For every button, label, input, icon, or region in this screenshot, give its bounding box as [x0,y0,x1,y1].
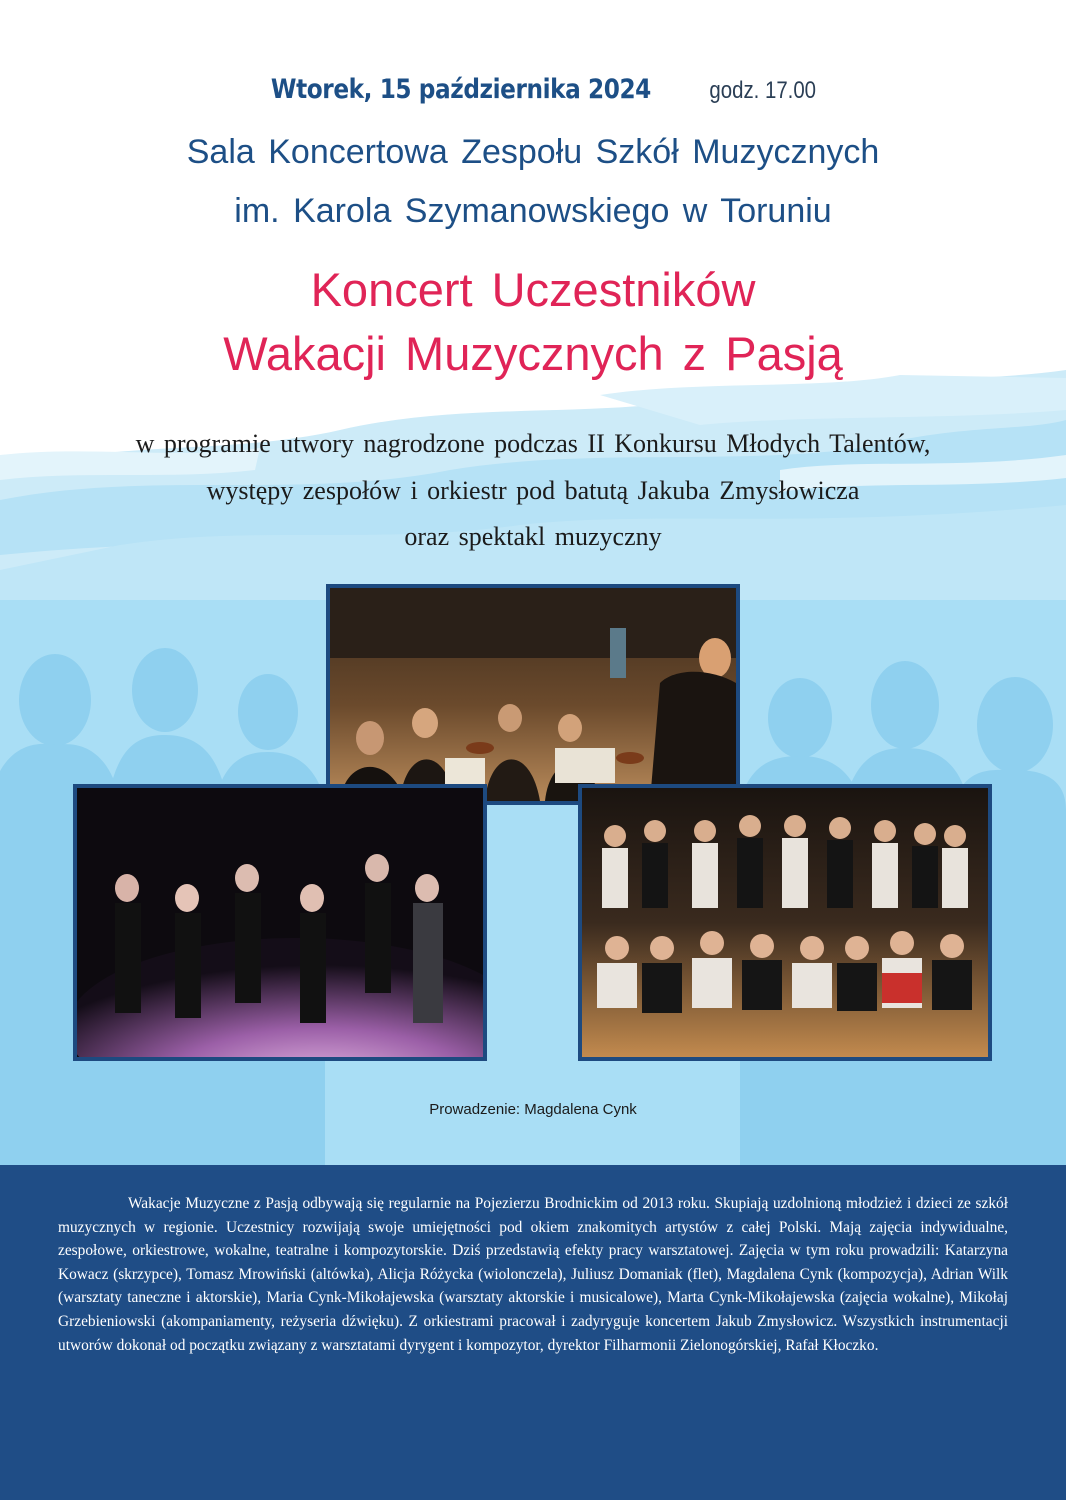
concert-title-line-2: Wakacji Muzycznych z Pasją [223,327,843,380]
description-paragraph: Wakacje Muzyczne z Pasją odbywają się regularnie na Pojezierzu Brodnickim od 2013 roku. Skupiają uzdolnioną młodzież i dzieci ze szkół muzycznych w regionie. Uczestnicy rozwijają swoje umiejętności pod okiem znakomitych artystów z całej Polski. Mają zajęcia indywidualne, zespołowe, orkiestrowe, wokalne, teatralne i kompozytorskie. Dziś przedstawią efekty pracy warsztatowej. Zajęcia w tym roku prowadzili: Katarzyna Kowacz (skrzypce), Tomasz Mrowiński (altówka), Alicja Różycka (wiolonczela), Juliusz Domaniak (flet), Magdalena Cynk (kompozycja), Adrian Wilk (warsztaty taneczne i aktorskie), Maria Cynk-Mikołajewska (warsztaty aktorskie i musicalowe), Marta Cynk-Mikołajewska (zajęcia wokalne), Mikołaj Grzebieniowski (akompaniamenty, reżyseria dźwięku). Z orkiestrami pracował i zadyryguje koncertem Jakub Zmysłowicz. Wszystkich instrumentacji utworów dokonał od początku związany z warsztatami dyrygent i kompozytor, dyrektor Filharmonii Zielonogórskiej, Rafał Kłoczko. [58,1195,1008,1354]
program-line-2: występy zespołów i orkiestr pod batutą Jakuba Zmysłowicza [206,476,860,505]
venue-line-1: Sala Koncertowa Zespołu Szkół Muzycznych [186,133,880,171]
choir-photo [578,784,992,1061]
venue-line-2: im. Karola Szymanowskiego w Toruniu [234,192,832,230]
date-line [0,74,1066,105]
event-date: Wtorek, 15 października 2024 [271,74,652,105]
concert-title-line-1: Koncert Uczestników [310,263,756,316]
program-line-3: oraz spektakl muzyczny [404,522,662,551]
dance-performance-photo [73,784,487,1061]
program-line-1: w programie utwory nagrodzone podczas II Konkursu Młodych Talentów, [135,429,931,458]
orchestra-photo [326,584,740,805]
event-time: godz. 17.00 [709,77,817,104]
host-credit: Prowadzenie: Magdalena Cynk [429,1101,637,1118]
